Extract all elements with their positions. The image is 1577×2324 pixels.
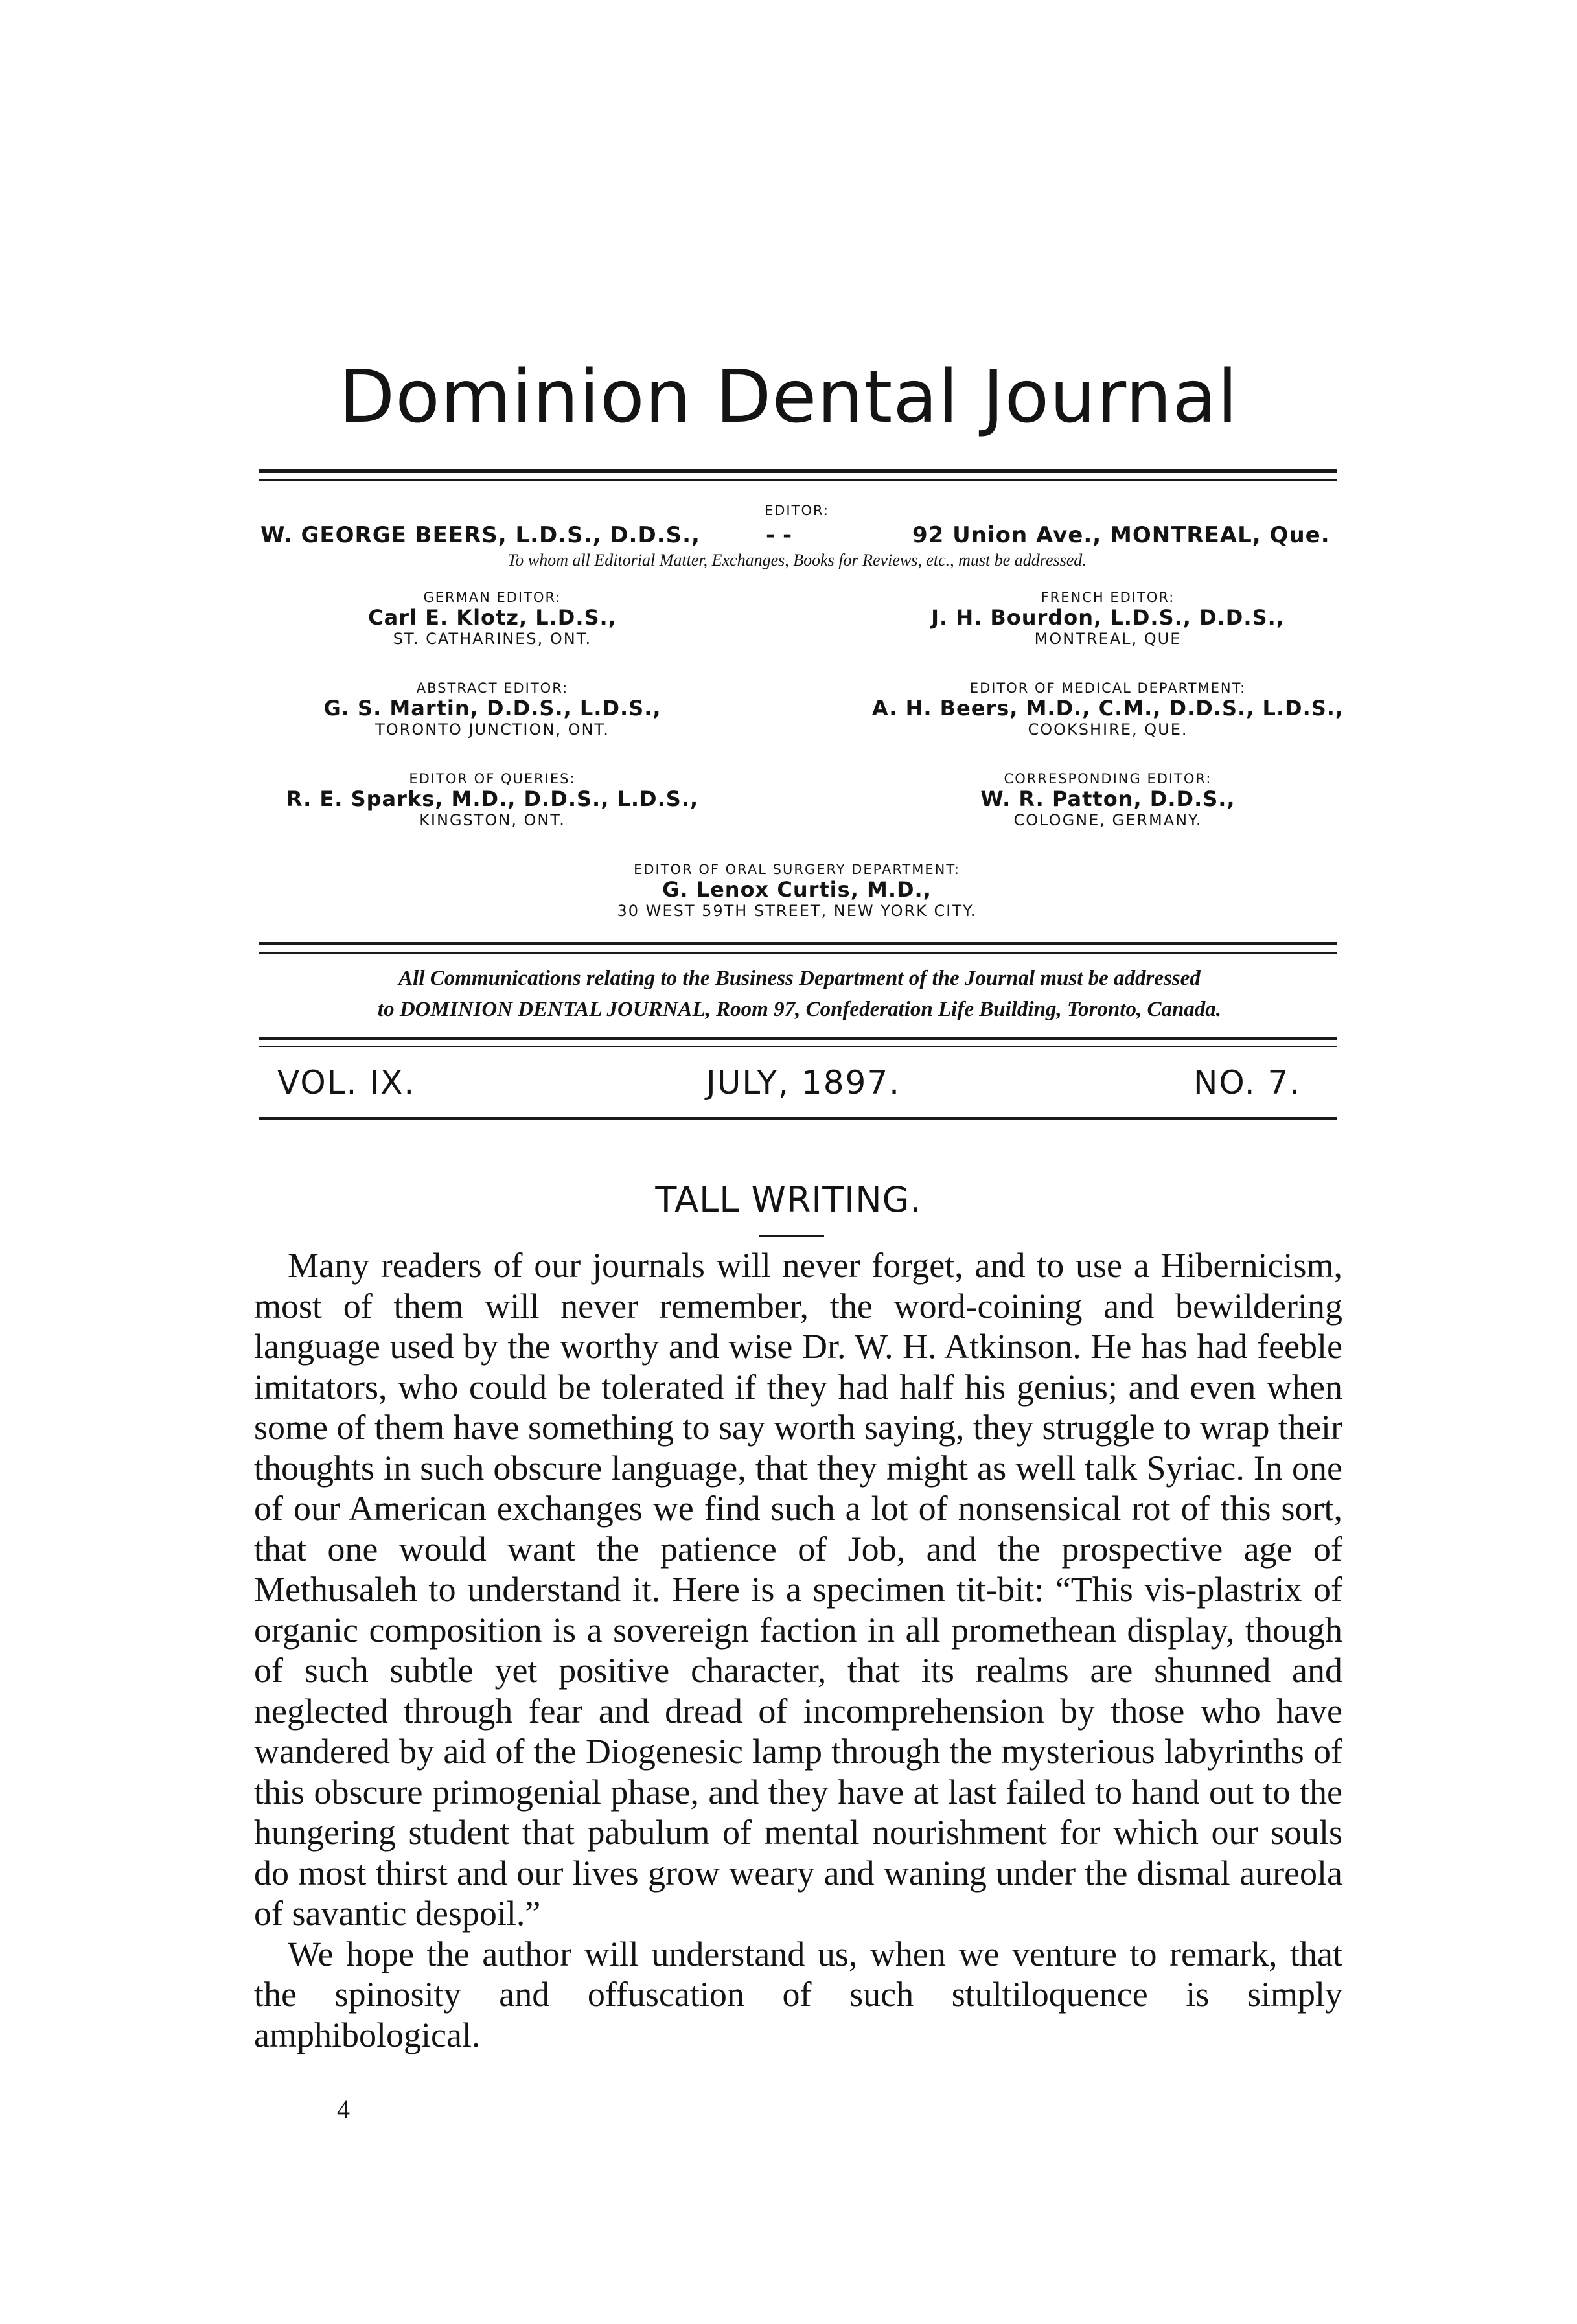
editor-german (285, 590, 700, 648)
article-paragraph-2: We hope the author will understand us, when we venture to remark, that the spinosity and offuscation of such stultiloquence is simply amphibological. (254, 1934, 1342, 2054)
editor-place: MONTREAL, QUE (1034, 630, 1182, 648)
editor-role: FRENCH EDITOR: (1041, 590, 1175, 605)
editor-name-oral-surgery: G. Lenox Curtis, M.D., (662, 877, 932, 902)
page-number: 4 (337, 2095, 350, 2124)
issue-volume: VOL. IX. (277, 1064, 416, 1101)
editor-place: COLOGNE, GERMANY. (1013, 811, 1203, 829)
editor-name-german: Carl E. Klotz, L.D.S., (368, 605, 617, 630)
editor-role: GERMAN EDITOR: (423, 590, 562, 605)
editor-corresponding (888, 771, 1328, 829)
article-title: TALL WRITING. (655, 1179, 922, 1220)
editor-place: KINGSTON, ONT. (419, 811, 566, 829)
editor-name-french: J. H. Bourdon, L.D.S., D.D.S., (931, 605, 1285, 630)
article-title-underline (759, 1235, 824, 1237)
editor-role: EDITOR OF MEDICAL DEPARTMENT: (969, 680, 1247, 696)
editor-note: To whom all Editorial Matter, Exchanges, Books for Reviews, etc., must be addressed. (507, 551, 1087, 569)
business-rule-thick (259, 942, 1337, 945)
editor-heading: EDITOR: (764, 503, 829, 518)
editor-name: W. GEORGE BEERS, L.D.S., D.D.S., (260, 522, 700, 548)
editor-name-corresponding: W. R. Patton, D.D.S., (980, 787, 1236, 811)
issue-rule-top-thin (259, 1046, 1337, 1047)
editor-oral-surgery (492, 862, 1101, 920)
editor-role: EDITOR OF ORAL SURGERY DEPARTMENT: (634, 862, 960, 877)
article-paragraph-1: Many readers of our journals will never forget, and to use a Hibernicism, most of them will never remember, the word-coining and bewildering language used by the worthy and wise Dr. W. H. Atkinson. He has had feeble imitators, who could be tolerated if they had half his genius; and even when some of them have something to say worth saying, they struggle to wrap their thoughts in such obscure language, that they might as well talk Syriac. In one of our American exchanges we find such a lot of nonsensical rot of this sort, that one would want the patience of Job, and the prospective age of Methusaleh to understand it. Here is a specimen tit-bit: “This vis-plastrix of organic composition is a sovereign faction in all promethean display, though of such subtle yet positive character, that its realms are shunned and neglected through fear and dread of incomprehension by those who have wandered by aid of the Diogenesic lamp through the mysterious labyrinths of this obscure primogenial phase, and they have at last failed to hand out to the hungering student that pabulum of mental nourishment for which our souls do most thirst and our lives grow weary and waning under the dismal aureola of savantic despoil.” (254, 1246, 1342, 1933)
editor-abstract (285, 680, 700, 739)
editor-queries (285, 771, 700, 829)
editor-address: 92 Union Ave., MONTREAL, Que. (912, 522, 1330, 548)
journal-title: Dominion Dental Journal (339, 355, 1238, 439)
editor-name-medical: A. H. Beers, M.D., C.M., D.D.S., L.D.S., (871, 696, 1344, 720)
issue-rule-bottom (259, 1117, 1337, 1120)
article-body (254, 1245, 1342, 2055)
business-note-line1: All Communications relating to the Business Department of the Journal must be addressed (398, 967, 1201, 990)
issue-rule-top-thick (259, 1037, 1337, 1040)
editor-role: EDITOR OF QUERIES: (409, 771, 576, 787)
business-rule-thin (259, 952, 1337, 954)
editor-name-abstract: G. S. Martin, D.D.S., L.D.S., (323, 696, 662, 720)
business-note-line2: to DOMINION DENTAL JOURNAL, Room 97, Confederation Life Building, Toronto, Canada. (377, 998, 1222, 1021)
editor-name-queries: R. E. Sparks, M.D., D.D.S., L.D.S., (286, 787, 699, 811)
editor-place: TORONTO JUNCTION, ONT. (375, 720, 610, 739)
editor-place: 30 WEST 59TH STREET, NEW YORK CITY. (617, 902, 977, 920)
editor-role: ABSTRACT EDITOR: (416, 680, 569, 696)
editor-role: CORRESPONDING EDITOR: (1004, 771, 1212, 787)
editor-medical (855, 680, 1361, 739)
editor-place: COOKSHIRE, QUE. (1028, 720, 1188, 739)
editor-separator: - - (766, 522, 792, 548)
title-rule-thin (259, 479, 1337, 481)
issue-date: JULY, 1897. (706, 1064, 901, 1101)
editor-french (888, 590, 1328, 648)
title-rule-thick (259, 469, 1337, 473)
issue-number: NO. 7. (1193, 1064, 1302, 1101)
editor-place: ST. CATHARINES, ONT. (393, 630, 592, 648)
